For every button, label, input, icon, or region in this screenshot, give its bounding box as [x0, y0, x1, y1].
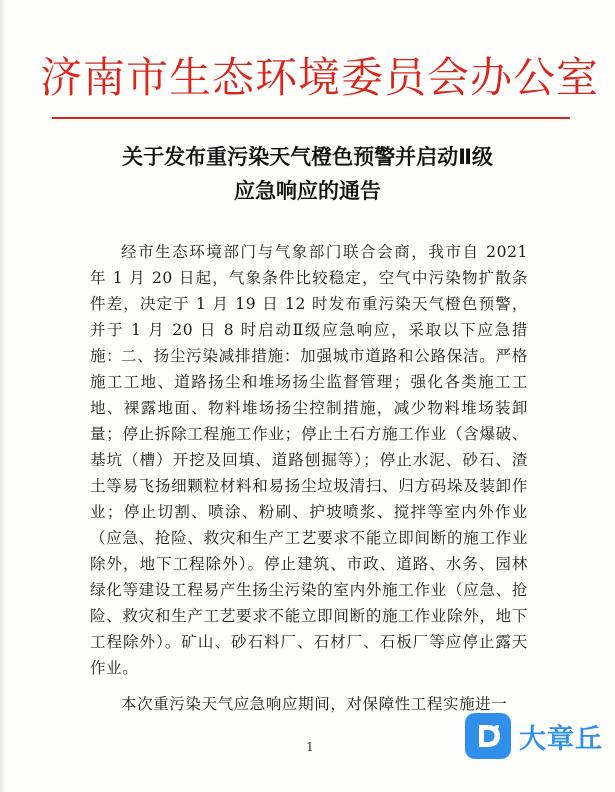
- notice-title: [40, 140, 575, 208]
- paragraph-dust-measures: 二、扬尘污染减排措施：加强城市道路和公路保洁。严格施工工地、道路扬尘和堆场扬尘监督管理；强化各类施工工地、裸露地面、物料堆场扬尘控制措施，减少物料堆场装卸量；停止拆除工程施工作业；停止土石方施工作业（含爆破、基坑（槽）开挖及回填、道路刨掘等）；停止水泥、砂石、渣土等易飞扬细颗粒材料和易扬尘垃圾清扫、归方码垛及装卸作业；停止切割、喷涂、粉刷、护坡喷浆、搅拌等室内外作业（应急、抢险、救灾和生产工艺要求不能立即间断的施工作业除外，地下工程除外）。停止建筑、市政、道路、水务、园林绿化等建设工程易产生扬尘污染的室内外施工作业（应急、抢险、救灾和生产工艺要求不能立即间断的施工作业除外，地下工程除外）。矿山、砂石料厂、石材厂、石板厂等应停止露天作业。: [90, 347, 528, 677]
- notice-title-line-2: 应急响应的通告: [234, 179, 381, 203]
- d-logo-icon: [465, 713, 511, 759]
- header-red-rule: [52, 117, 570, 119]
- page-edge-shadow: [0, 0, 6, 792]
- notice-title-line-1: 关于发布重污染天气橙色预警并启动Ⅱ级: [122, 145, 493, 169]
- page-number: 1: [306, 740, 314, 754]
- brand-watermark: [465, 710, 613, 762]
- brand-text: 大章丘: [519, 723, 603, 755]
- organization-header: 济南市生态环境委员会办公室: [40, 53, 600, 102]
- paragraph-intro: 经市生态环境部门与气象部门联合会商，我市自 2021 年 1 月 20 日起，气象条件比较稳定，空气中污染物扩散条件差，决定于 1 月 19 日 12 时发布重污染天气橙色预警，并于 1 月 20 日 8 时启动Ⅱ级应急响应，采取以下应急措施：: [90, 243, 528, 365]
- paragraph-continuation: 本次重污染天气应急响应期间，对保障性工程实施进一: [121, 695, 508, 713]
